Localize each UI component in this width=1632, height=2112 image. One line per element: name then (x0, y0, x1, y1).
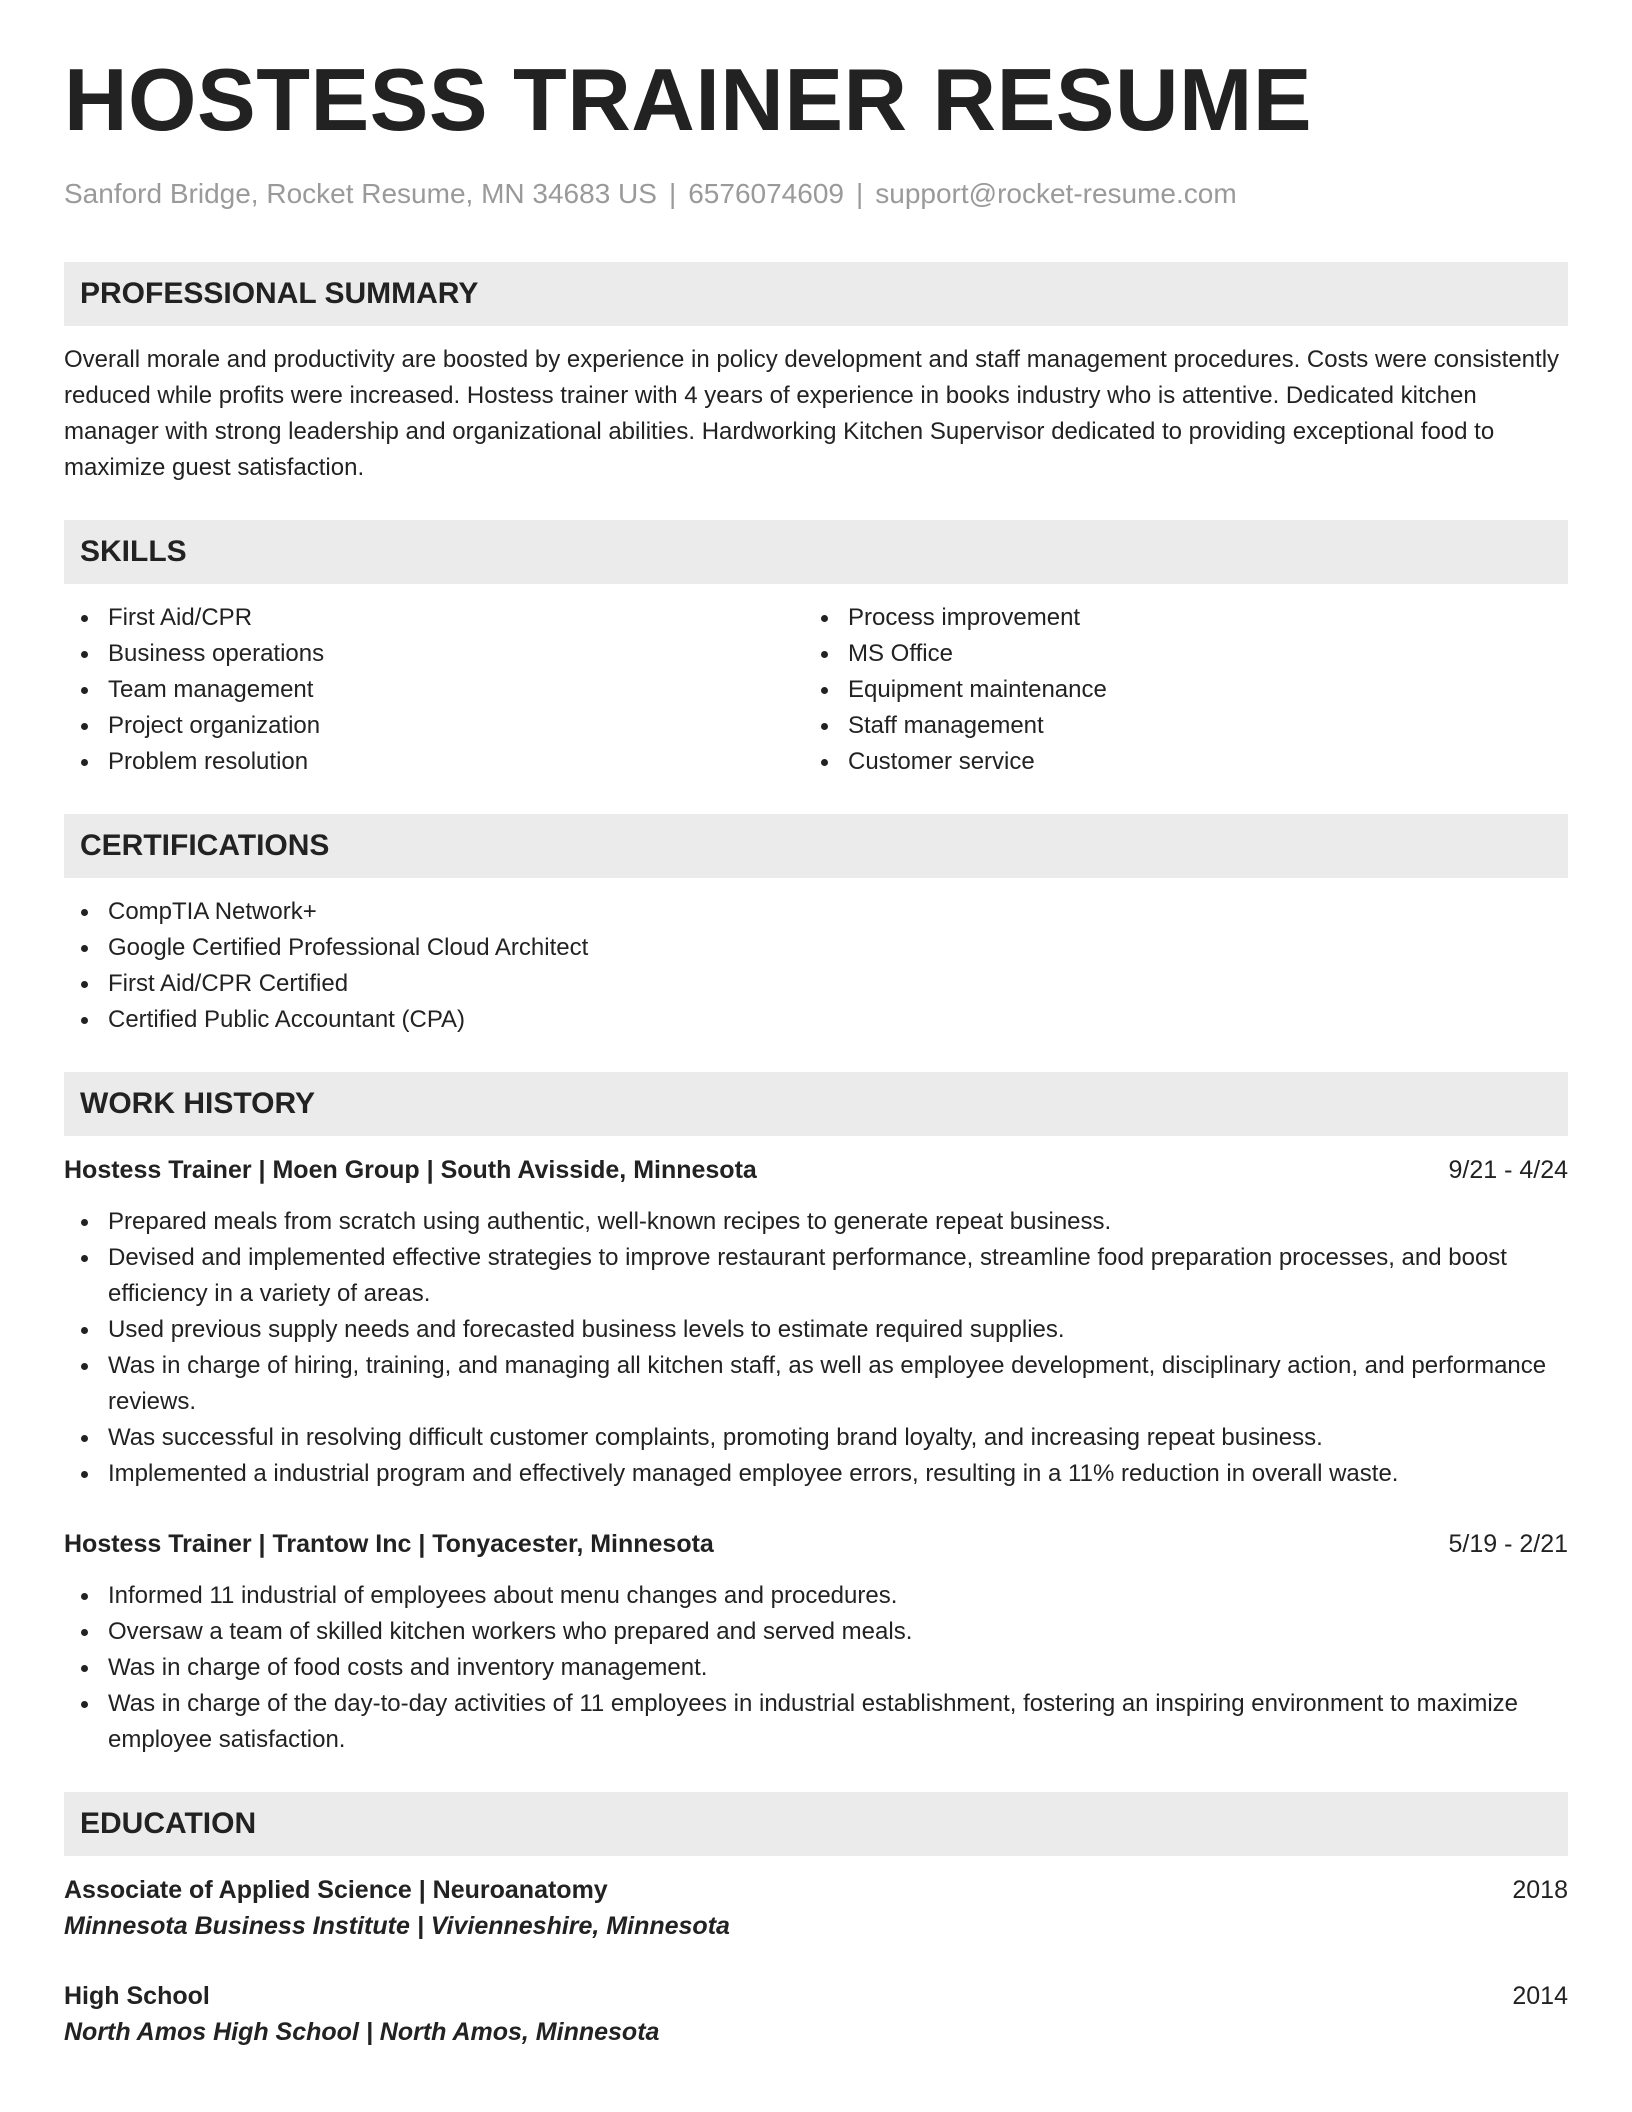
education-degree: Associate of Applied Science | Neuroanatomy (64, 1876, 608, 1904)
resume-title: HOSTESS TRAINER RESUME (64, 50, 1313, 149)
section-heading-skills: SKILLS (64, 520, 1568, 584)
skill-item: First Aid/CPR (64, 600, 804, 636)
education-year: 2018 (1512, 1876, 1568, 1904)
section-heading-certifications: CERTIFICATIONS (64, 814, 1568, 878)
education-degree: High School (64, 1982, 210, 2010)
job-bullets (64, 1578, 1568, 1758)
skill-item: Problem resolution (64, 744, 804, 780)
skill-item: Project organization (64, 708, 804, 744)
summary-text: Overall morale and productivity are boosted by experience in policy development and staff management procedures. Costs were consistently reduced while profits were increased. Hostess trainer with 4 years of experience in books industry who is attentive. Dedicated kitchen manager with strong leadership and organizational abilities. Hardworking Kitchen Supervisor dedicated to providing exceptional food to maximize guest satisfaction. (64, 346, 1560, 481)
job-dates: 9/21 - 4/24 (1448, 1156, 1568, 1184)
education-school: Minnesota Business Institute | Vivienneshire, Minnesota (64, 1912, 730, 1940)
job-bullet: Was in charge of the day-to-day activities of 11 employees in industrial establishment, fostering an inspiring environment to maximize employee satisfaction. (64, 1686, 1568, 1758)
job-title: Hostess Trainer | Trantow Inc | Tonyacester, Minnesota (64, 1530, 714, 1558)
job-header (64, 1152, 1568, 1188)
education-year: 2014 (1512, 1982, 1568, 2010)
skill-item: Process improvement (804, 600, 1544, 636)
job-entry (64, 1152, 1568, 1492)
contact-address: Sanford Bridge, Rocket Resume, MN 34683 US (64, 178, 657, 209)
contact-phone: 6576074609 (688, 178, 844, 209)
job-bullet: Oversaw a team of skilled kitchen workers who prepared and served meals. (64, 1614, 1568, 1650)
skill-item: Equipment maintenance (804, 672, 1544, 708)
job-bullet: Was successful in resolving difficult customer complaints, promoting brand loyalty, and increasing repeat business. (64, 1420, 1568, 1456)
job-bullets (64, 1204, 1568, 1492)
section-heading-work-history: WORK HISTORY (64, 1072, 1568, 1136)
education-entry (64, 1978, 1568, 2050)
education-header (64, 1978, 1568, 2014)
job-title: Hostess Trainer | Moen Group | South Avisside, Minnesota (64, 1156, 757, 1184)
skills-list-left (64, 600, 804, 780)
contact-email: support@rocket-resume.com (875, 178, 1237, 209)
job-bullet: Prepared meals from scratch using authentic, well-known recipes to generate repeat business. (64, 1204, 1568, 1240)
education-entry (64, 1872, 1568, 1944)
certification-item: Google Certified Professional Cloud Architect (64, 930, 1568, 966)
skill-item: Team management (64, 672, 804, 708)
skills-grid (64, 600, 1568, 780)
contact-line (64, 180, 1568, 208)
section-heading-education: EDUCATION (64, 1792, 1568, 1856)
job-bullet: Implemented a industrial program and effectively managed employee errors, resulting in a 11% reduction in overall waste. (64, 1456, 1568, 1492)
skill-item: MS Office (804, 636, 1544, 672)
job-bullet: Was in charge of hiring, training, and managing all kitchen staff, as well as employee development, disciplinary action, and performance reviews. (64, 1348, 1568, 1420)
job-header (64, 1526, 1568, 1562)
contact-separator: | (668, 178, 677, 209)
skill-item: Staff management (804, 708, 1544, 744)
contact-separator: | (855, 178, 864, 209)
certifications-list (64, 894, 1568, 1038)
job-entry (64, 1526, 1568, 1758)
certification-item: First Aid/CPR Certified (64, 966, 1568, 1002)
certification-item: CompTIA Network+ (64, 894, 1568, 930)
section-heading-summary: PROFESSIONAL SUMMARY (64, 262, 1568, 326)
job-bullet: Informed 11 industrial of employees about menu changes and procedures. (64, 1578, 1568, 1614)
job-bullet: Used previous supply needs and forecasted business levels to estimate required supplies. (64, 1312, 1568, 1348)
job-bullet: Was in charge of food costs and inventory management. (64, 1650, 1568, 1686)
skills-list-right (804, 600, 1544, 780)
certification-item: Certified Public Accountant (CPA) (64, 1002, 1568, 1038)
job-bullet: Devised and implemented effective strategies to improve restaurant performance, streamline food preparation processes, and boost efficiency in a variety of areas. (64, 1240, 1568, 1312)
job-dates: 5/19 - 2/21 (1448, 1530, 1568, 1558)
skill-item: Business operations (64, 636, 804, 672)
education-header (64, 1872, 1568, 1908)
skill-item: Customer service (804, 744, 1544, 780)
education-school: North Amos High School | North Amos, Minnesota (64, 2018, 660, 2046)
